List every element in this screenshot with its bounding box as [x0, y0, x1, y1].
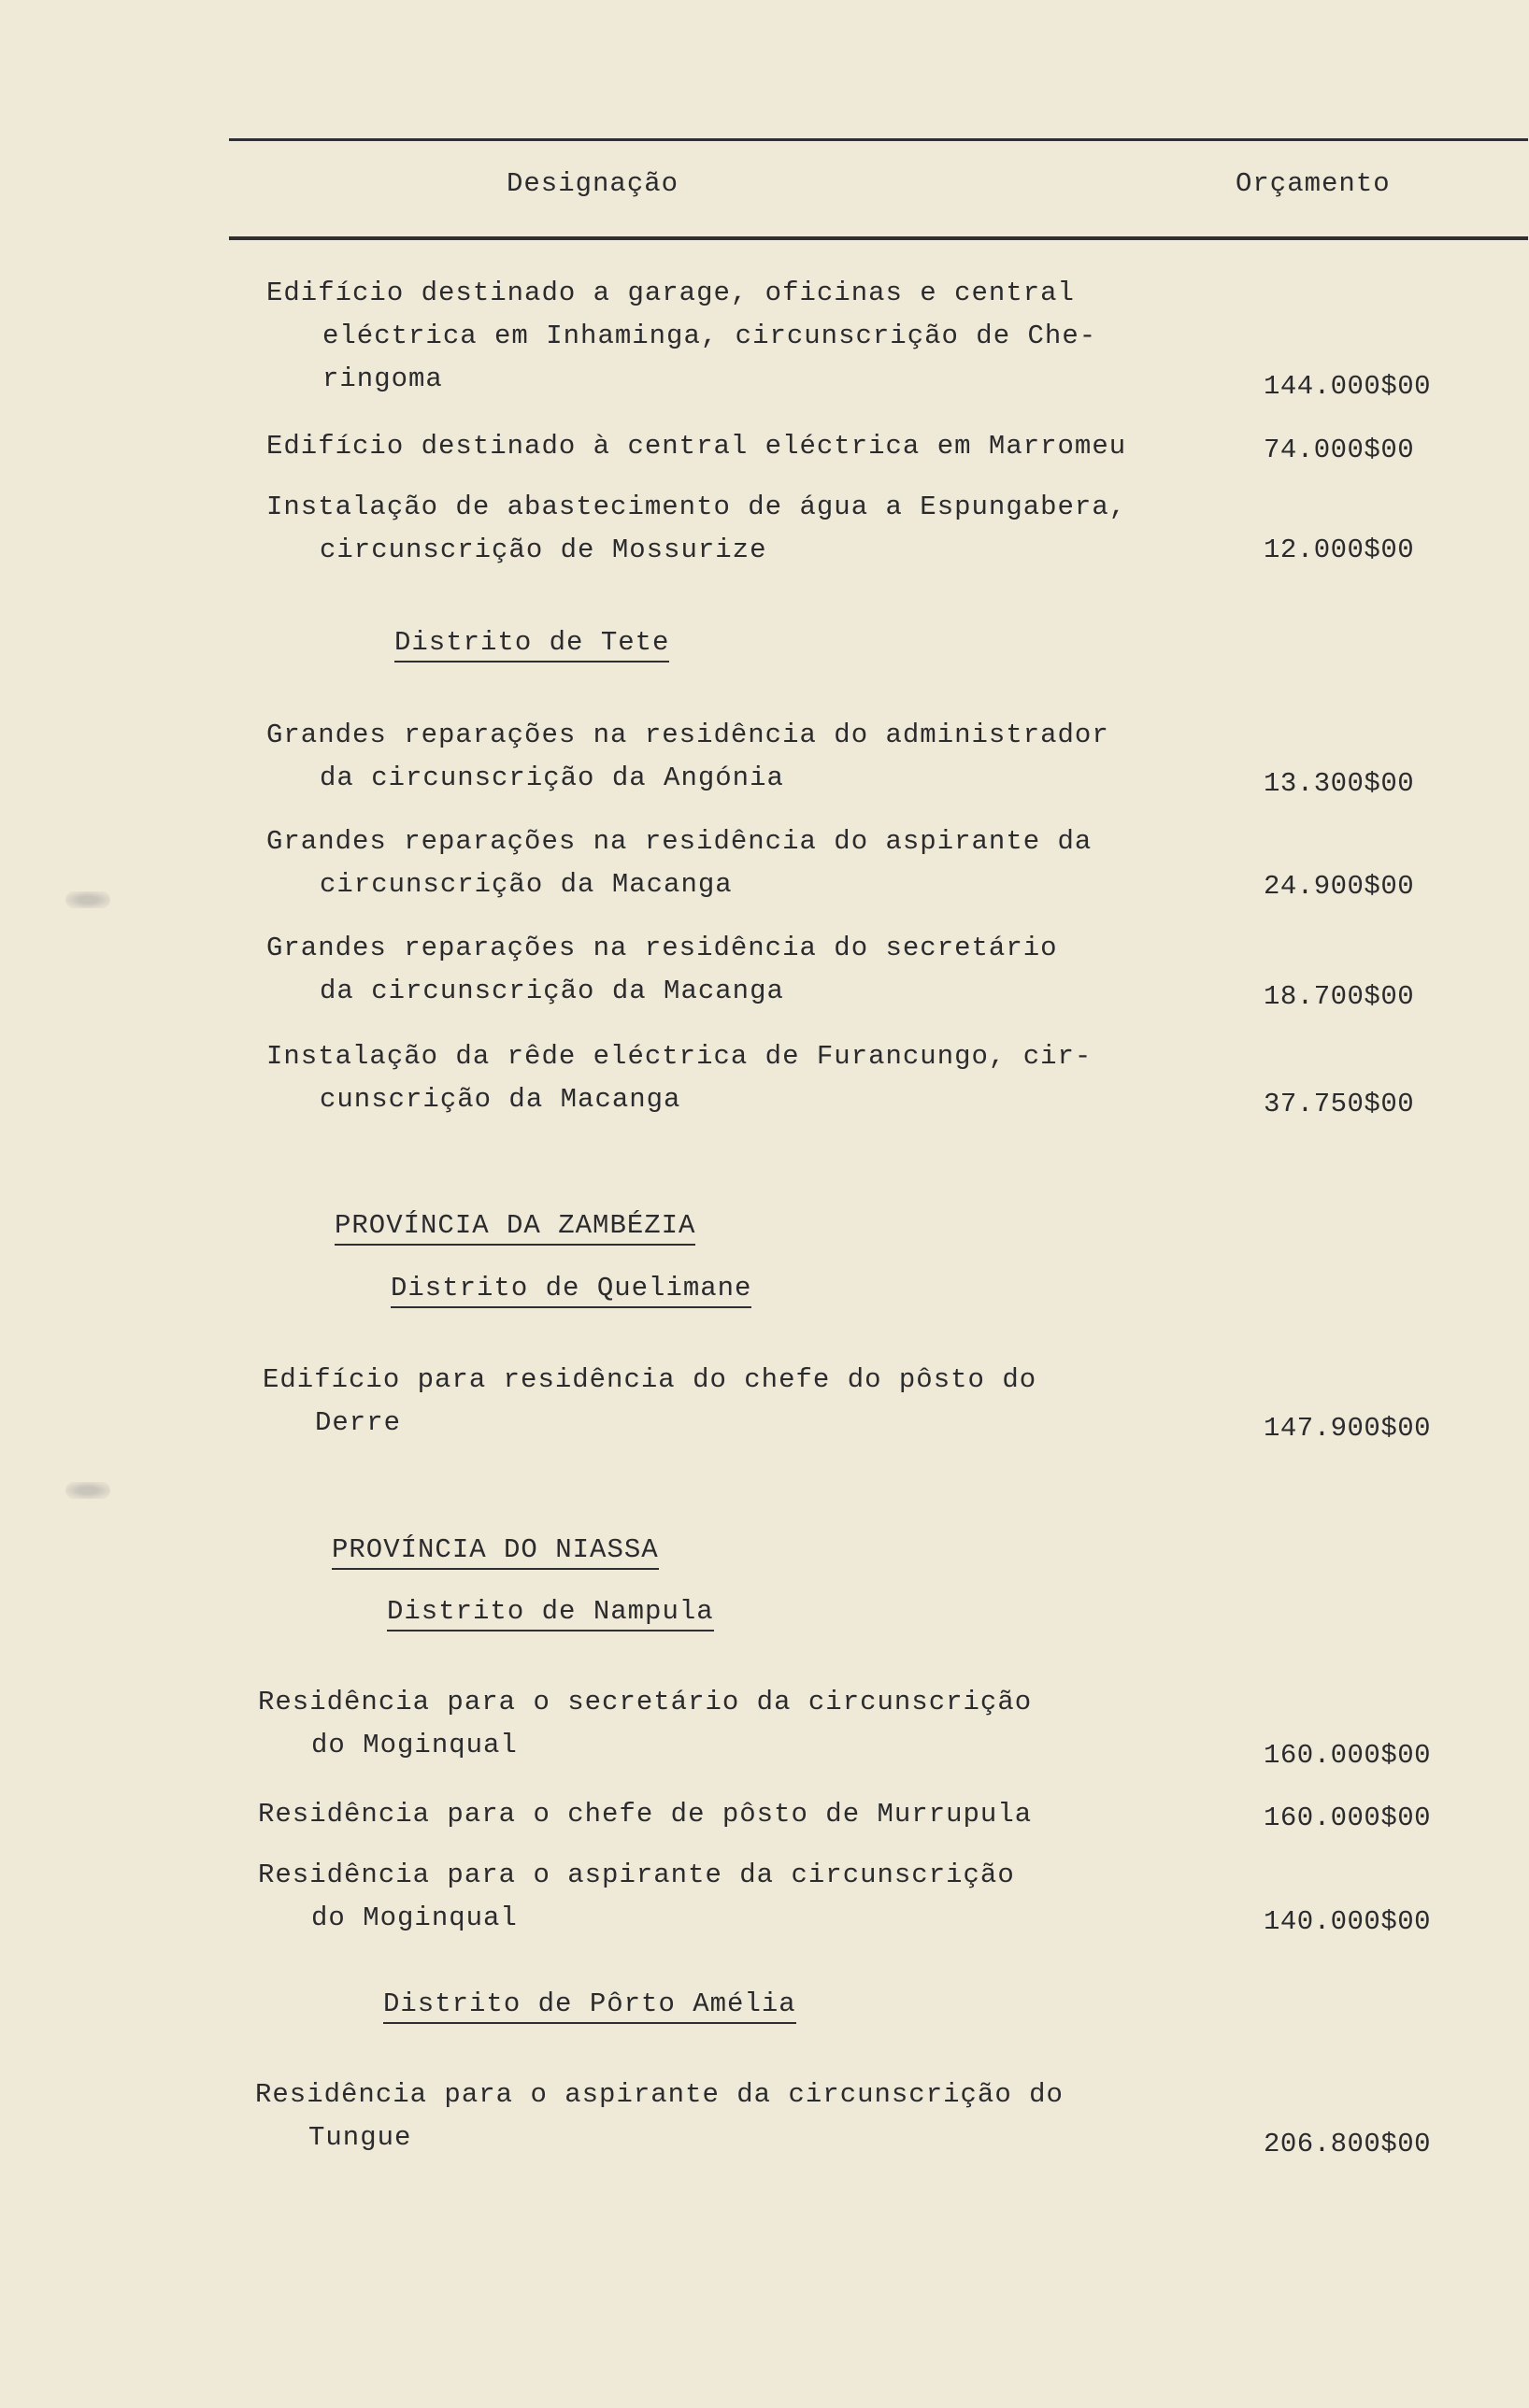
entry-line: Grandes reparações na residência do aspirante da: [266, 826, 1093, 857]
province-heading: PROVÍNCIA DO NIASSA: [332, 1534, 659, 1565]
entry-amount: 24.900$00: [1264, 871, 1415, 902]
entry-line: Derre: [315, 1407, 402, 1438]
entry-line: Residência para o chefe de pôsto de Murrupula: [258, 1799, 1033, 1830]
district-heading: Distrito de Pôrto Amélia: [383, 1988, 796, 2019]
entry-amount: 74.000$00: [1264, 435, 1415, 465]
entry-amount: 140.000$00: [1264, 1906, 1432, 1937]
entry-amount: 12.000$00: [1264, 534, 1415, 565]
entry-line: da circunscrição da Macanga: [320, 976, 784, 1006]
header-top-rule: [229, 138, 1528, 141]
entry-line: Edifício destinado a garage, oficinas e central: [266, 278, 1075, 308]
entry-amount: 160.000$00: [1264, 1740, 1432, 1771]
entry-line: Edifício destinado à central eléctrica em Marromeu: [266, 431, 1127, 462]
entry-line: Residência para o aspirante da circunscrição do: [255, 2079, 1064, 2110]
entry-amount: 13.300$00: [1264, 768, 1415, 799]
entry-amount: 37.750$00: [1264, 1089, 1415, 1119]
entry-amount: 147.900$00: [1264, 1413, 1432, 1444]
entry-line: Grandes reparações na residência do secretário: [266, 933, 1058, 963]
column-header-designacao: Designação: [507, 168, 679, 199]
entry-amount: 206.800$00: [1264, 2129, 1432, 2159]
district-heading: Distrito de Tete: [394, 627, 669, 658]
punch-hole-mark: [65, 891, 110, 908]
entry-line: ringoma: [322, 363, 443, 394]
entry-amount: 144.000$00: [1264, 371, 1432, 402]
entry-line: Residência para o secretário da circunscrição: [258, 1687, 1033, 1717]
entry-line: Grandes reparações na residência do administrador: [266, 720, 1109, 750]
header-bottom-rule: [229, 236, 1528, 240]
entry-line: do Moginqual: [311, 1730, 518, 1760]
entry-line: cunscrição da Macanga: [320, 1084, 681, 1115]
entry-line: da circunscrição da Angónia: [320, 762, 784, 793]
district-heading: Distrito de Nampula: [387, 1596, 714, 1627]
entry-amount: 160.000$00: [1264, 1802, 1432, 1833]
entry-line: eléctrica em Inhaminga, circunscrição de Che-: [322, 321, 1097, 351]
entry-line: Instalação de abastecimento de água a Espungabera,: [266, 492, 1127, 522]
entry-line: do Moginqual: [311, 1902, 518, 1933]
district-heading: Distrito de Quelimane: [391, 1273, 751, 1304]
punch-hole-mark: [65, 1482, 110, 1499]
entry-line: Instalação da rêde eléctrica de Furancungo, cir-: [266, 1041, 1093, 1072]
entry-line: Residência para o aspirante da circunscrição: [258, 1859, 1015, 1890]
entry-line: circunscrição da Macanga: [320, 869, 733, 900]
entry-line: Tungue: [308, 2122, 412, 2153]
province-heading: PROVÍNCIA DA ZAMBÉZIA: [335, 1210, 695, 1241]
entry-line: Edifício para residência do chefe do pôsto do: [263, 1364, 1037, 1395]
entry-amount: 18.700$00: [1264, 981, 1415, 1012]
entry-line: circunscrição de Mossurize: [320, 534, 767, 565]
column-header-orcamento: Orçamento: [1236, 168, 1391, 199]
